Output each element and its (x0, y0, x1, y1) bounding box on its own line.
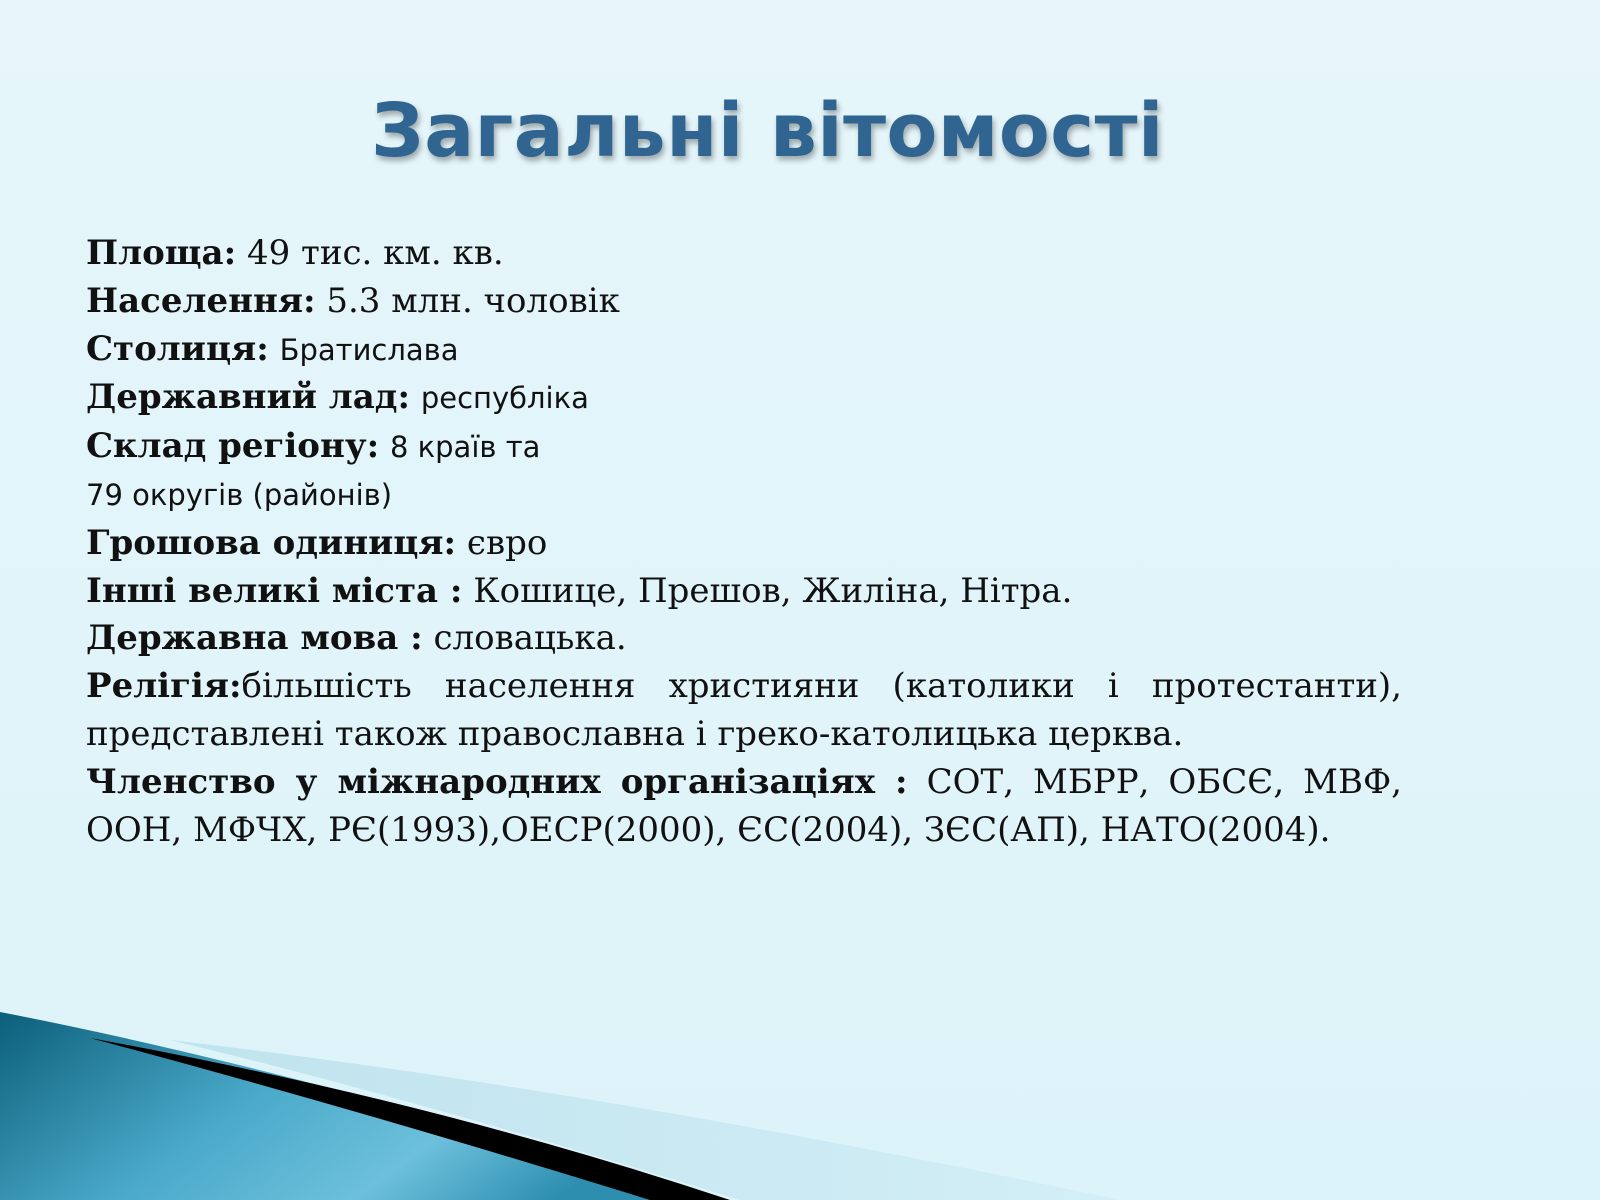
fact-label: Релігія: (86, 666, 242, 707)
fact-value: євро (466, 522, 548, 563)
fact-value: 5.3 млн. чоловік (326, 280, 620, 321)
fact-value: Кошице, Прешов, Жиліна, Нітра. (473, 570, 1073, 611)
fact-label: Склад регіону: (86, 426, 380, 467)
fact-label: Населення: (86, 280, 316, 321)
fact-value: 49 тис. км. кв. (246, 233, 504, 273)
fact-label: Столиця: (86, 328, 269, 369)
fact-label: Грошова одиниця: (86, 522, 457, 563)
fact-label: Інші великі міста : (86, 570, 463, 611)
fact-label: Площа: (86, 233, 237, 273)
fact-value: словацька. (433, 618, 627, 659)
fact-value: Братислава (279, 332, 459, 367)
slide-title: Загальні вітомості (371, 88, 1164, 174)
fact-label: Державна мова : (86, 618, 423, 659)
fact-label: Членство у міжнародних організаціях : (86, 761, 908, 802)
fact-value: СОТ, МБРР, ОБСЄ, МВФ, ООН, МФЧХ, РЄ(1993),ОЕСР(2000), ЄС(2004), ЗЄС(АП), НАТО(2004). (86, 761, 1402, 850)
fact-value: більшість населення християни (католики і протестанти), представлені також православна і греко-католицька церква. (86, 666, 1402, 754)
fact-label: Державний лад: (86, 377, 410, 418)
fact-value: 79 округів (районів) (86, 477, 393, 512)
fact-value: республіка (420, 381, 589, 416)
fact-value: 8 країв та (389, 430, 541, 465)
